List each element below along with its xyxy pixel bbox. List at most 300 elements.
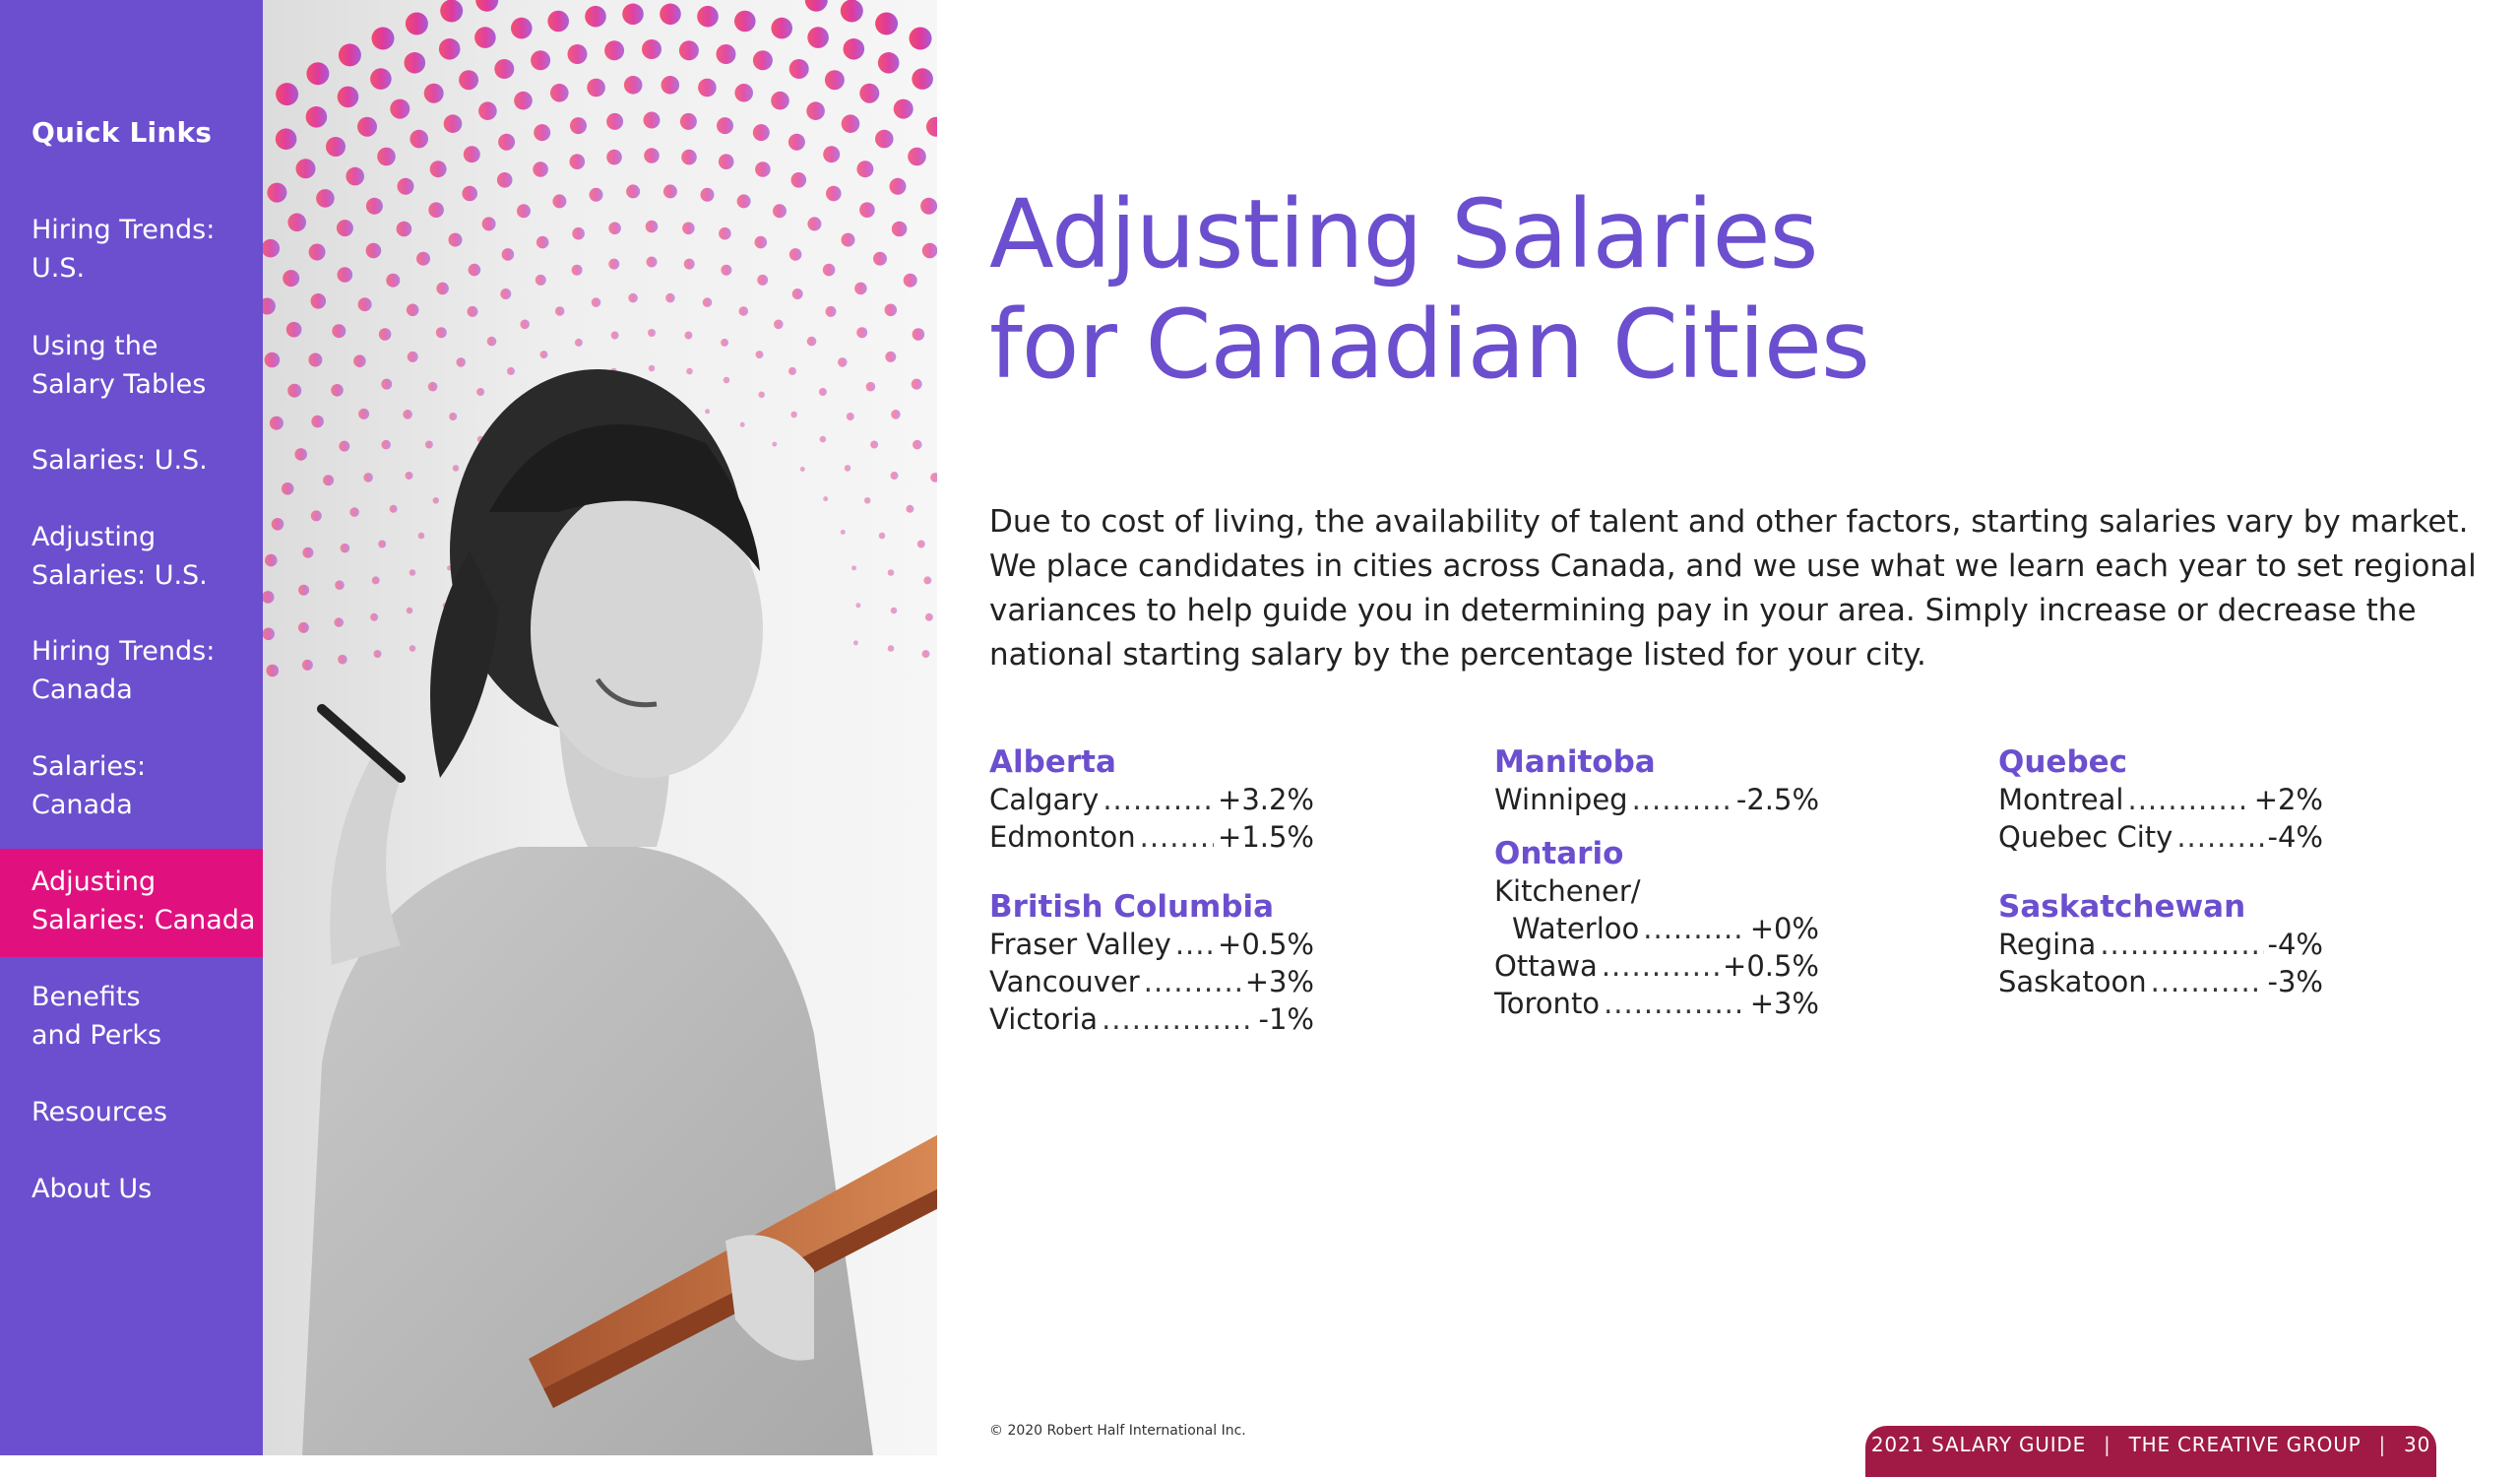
- halftone-dot: [642, 39, 662, 59]
- halftone-dot: [377, 148, 396, 166]
- halftone-dot: [908, 148, 926, 166]
- halftone-dot: [841, 530, 846, 535]
- halftone-dot: [334, 617, 344, 627]
- sidebar-item-label: Hiring Trends:: [32, 215, 216, 245]
- halftone-dot: [550, 84, 569, 102]
- halftone-dot: [514, 92, 533, 110]
- halftone-dot: [823, 264, 836, 277]
- sidebar-item-label: Adjusting: [32, 522, 157, 552]
- copyright-notice: © 2020 Robert Half International Inc.: [989, 1423, 1246, 1439]
- halftone-dot: [468, 306, 478, 317]
- halftone-dot: [263, 239, 280, 258]
- city-variance: -3%: [2267, 965, 2323, 998]
- halftone-dot: [270, 417, 284, 430]
- halftone-dot: [904, 274, 917, 288]
- halftone-dot: [302, 547, 313, 558]
- halftone-dot: [819, 388, 827, 396]
- dot-leader: [2127, 781, 2249, 818]
- halftone-dot: [734, 11, 756, 32]
- halftone-dot: [502, 248, 515, 261]
- city-name: Vancouver: [989, 965, 1140, 998]
- halftone-dot: [332, 324, 346, 338]
- halftone-dot: [842, 114, 860, 133]
- halftone-dot: [753, 124, 770, 141]
- halftone-dot: [611, 332, 619, 340]
- halftone-dot: [476, 388, 484, 396]
- column-alberta-bc: [989, 744, 1314, 1038]
- sidebar-item-label: Canada: [32, 790, 133, 820]
- sidebar-item-label: Salaries:: [32, 751, 147, 782]
- halftone-dot: [358, 409, 369, 419]
- sidebar-item-resources[interactable]: [0, 1093, 263, 1134]
- halftone-dot: [430, 161, 447, 177]
- halftone-dot: [298, 622, 309, 633]
- halftone-dot: [370, 613, 378, 621]
- halftone-dot: [487, 337, 497, 347]
- halftone-dot: [306, 62, 329, 85]
- city-row-calgary: [989, 781, 1314, 818]
- halftone-dot: [606, 113, 623, 130]
- sidebar-item-salaries-us[interactable]: [0, 441, 263, 482]
- halftone-dot: [912, 68, 933, 90]
- city-row-fraser-valley: [989, 926, 1314, 963]
- city-row-waterloo: [1494, 910, 1819, 947]
- halftone-dot: [622, 4, 644, 26]
- halftone-dot: [847, 413, 854, 420]
- sidebar-item-label: Using the: [32, 331, 158, 361]
- sidebar-item-adjusting-salaries-us[interactable]: [0, 518, 263, 599]
- halftone-dot: [456, 357, 466, 367]
- halftone-dot: [358, 297, 372, 311]
- halftone-dot: [428, 202, 444, 218]
- city-variance: +3.2%: [1218, 783, 1314, 816]
- halftone-dot: [335, 580, 345, 590]
- halftone-dot: [302, 660, 313, 671]
- halftone-dot: [339, 43, 361, 66]
- halftone-dot: [308, 353, 322, 367]
- halftone-dot: [464, 146, 480, 162]
- sidebar-item-label: U.S.: [32, 253, 86, 284]
- halftone-dot: [276, 128, 297, 150]
- halftone-dot: [698, 79, 717, 97]
- halftone-dot: [497, 172, 513, 188]
- halftone-dot: [416, 252, 430, 266]
- city-variance: +0.5%: [1218, 928, 1314, 961]
- sidebar-item-using-salary-tables[interactable]: [0, 327, 263, 408]
- halftone-dot: [758, 392, 765, 399]
- halftone-dot: [841, 0, 863, 23]
- halftone-dot: [366, 243, 382, 259]
- halftone-dot: [338, 87, 359, 108]
- halftone-dot: [856, 161, 873, 177]
- city-name: Edmonton: [989, 820, 1136, 854]
- halftone-dot: [875, 13, 898, 35]
- halftone-dot: [381, 440, 391, 450]
- halftone-dot: [590, 188, 603, 202]
- halftone-dot: [390, 505, 398, 513]
- city-variance: -4%: [2267, 928, 2323, 961]
- sidebar-item-label: Canada: [32, 674, 133, 705]
- city-name: Calgary: [989, 783, 1100, 816]
- province-heading-alberta: Alberta: [989, 744, 1116, 780]
- halftone-dot: [890, 178, 907, 195]
- city-variance: -2.5%: [1735, 783, 1819, 816]
- halftone-dot: [665, 293, 675, 303]
- halftone-dot: [717, 44, 736, 64]
- city-name: Quebec City: [1998, 820, 2174, 854]
- halftone-dot: [644, 112, 661, 129]
- sidebar-item-label: Salaries: U.S.: [32, 560, 208, 591]
- halftone-dot: [357, 117, 377, 137]
- dot-leader: [2176, 818, 2263, 856]
- halftone-dot: [753, 50, 773, 70]
- woman-holding-tablet-photo: [263, 0, 937, 1455]
- halftone-dot: [604, 40, 624, 60]
- halftone-dot: [462, 186, 477, 202]
- city-row-ottawa: [1494, 947, 1819, 985]
- city-row-toronto: [1494, 985, 1819, 1022]
- dot-leader: [1144, 963, 1241, 1000]
- city-variance: +0%: [1749, 912, 1819, 945]
- sidebar-item-label: Salary Tables: [32, 369, 207, 400]
- brand-label: THE CREATIVE GROUP: [2128, 1433, 2362, 1456]
- halftone-dot: [572, 227, 585, 240]
- province-heading-ontario: Ontario: [1494, 836, 1624, 871]
- halftone-dot: [428, 382, 438, 392]
- city-variance: +3%: [1244, 965, 1314, 998]
- halftone-dot: [844, 38, 865, 60]
- halftone-dot: [410, 130, 428, 149]
- halftone-dot: [913, 328, 925, 341]
- halftone-dot: [536, 275, 546, 286]
- halftone-dot: [338, 655, 347, 665]
- halftone-dot-pattern: [263, 0, 937, 1455]
- halftone-dot: [263, 628, 275, 641]
- halftone-dot: [478, 101, 497, 120]
- halftone-dot: [873, 252, 887, 266]
- halftone-dot: [263, 298, 276, 315]
- province-heading-saskatchewan: Saskatchewan: [1998, 889, 2246, 925]
- halftone-dot: [800, 467, 805, 472]
- halftone-dot: [684, 259, 695, 270]
- halftone-dot: [294, 448, 307, 461]
- province-heading-british-columbia: British Columbia: [989, 889, 1275, 925]
- halftone-dot: [338, 267, 353, 283]
- sidebar-item-label: Adjusting: [32, 867, 157, 897]
- halftone-dot: [925, 613, 933, 621]
- city-row-quebec-city: [1998, 818, 2323, 856]
- city-name: Waterloo: [1512, 912, 1640, 945]
- halftone-dot: [663, 184, 677, 198]
- halftone-dot: [823, 146, 840, 162]
- halftone-dot: [660, 4, 681, 26]
- dot-leader: [1643, 910, 1745, 947]
- halftone-dot: [287, 384, 301, 398]
- city-row-saskatoon: [1998, 963, 2323, 1000]
- halftone-dot: [309, 244, 326, 261]
- halftone-dot: [440, 0, 463, 23]
- halftone-dot: [331, 384, 344, 397]
- sidebar-item-benefits-and-perks[interactable]: [0, 978, 263, 1059]
- halftone-dot: [406, 472, 413, 480]
- intro-line: national starting salary by the percentage listed for your city.: [989, 637, 1926, 673]
- city-variance: +2%: [2253, 783, 2323, 816]
- dot-leader: [2151, 963, 2264, 1000]
- halftone-dot: [424, 84, 444, 103]
- halftone-dot: [408, 352, 418, 362]
- halftone-dot: [436, 327, 447, 338]
- halftone-dot: [648, 329, 656, 337]
- halftone-dot: [788, 134, 805, 151]
- halftone-dot: [719, 154, 734, 169]
- halftone-dot: [879, 533, 886, 540]
- city-variance: -1%: [1258, 1002, 1314, 1036]
- halftone-dot: [756, 351, 764, 358]
- halftone-dot: [686, 368, 693, 375]
- guide-label: 2021 SALARY GUIDE: [1870, 1433, 2087, 1456]
- halftone-dot: [910, 28, 932, 50]
- halftone-dot: [891, 608, 898, 614]
- halftone-dot: [272, 518, 284, 531]
- halftone-dot: [717, 117, 733, 134]
- halftone-dot: [755, 161, 771, 177]
- halftone-dot: [265, 353, 281, 368]
- halftone-dot: [681, 150, 697, 165]
- halftone-dot: [851, 565, 856, 570]
- halftone-dot: [854, 283, 867, 295]
- halftone-dot: [885, 352, 896, 362]
- halftone-dot: [606, 150, 622, 165]
- halftone-dot: [296, 159, 316, 178]
- halftone-dot: [353, 354, 366, 367]
- halftone-dot: [922, 243, 937, 259]
- halftone-dot: [737, 194, 751, 208]
- halftone-dot: [646, 221, 659, 233]
- city-name: Kitchener/: [1494, 874, 1641, 908]
- halftone-dot: [842, 233, 855, 247]
- column-quebec-saskatchewan: [1998, 744, 2323, 1000]
- city-name: Regina: [1998, 928, 2097, 961]
- halftone-dot: [920, 198, 937, 215]
- halftone-dot: [774, 320, 784, 330]
- halftone-dot: [888, 645, 895, 652]
- halftone-dot: [757, 275, 768, 286]
- halftone-dot: [511, 18, 533, 39]
- halftone-dot: [386, 274, 400, 288]
- halftone-dot: [885, 304, 898, 317]
- halftone-dot: [807, 337, 817, 347]
- city-variance: -4%: [2267, 820, 2323, 854]
- halftone-dot: [570, 154, 586, 169]
- halftone-dot: [894, 99, 914, 119]
- halftone-dot: [892, 222, 908, 237]
- halftone-dot: [585, 6, 606, 28]
- halftone-dot: [536, 236, 549, 249]
- halftone-dot: [306, 106, 328, 128]
- city-row-winnipeg: [1494, 781, 1819, 818]
- halftone-dot: [790, 412, 797, 418]
- halftone-dot: [547, 11, 569, 32]
- halftone-dot: [628, 293, 638, 303]
- sidebar-item-hiring-trends-canada[interactable]: [0, 632, 263, 713]
- halftone-dot: [771, 92, 789, 110]
- city-name: Victoria: [989, 1002, 1099, 1036]
- halftone-dot: [647, 257, 658, 268]
- halftone-dot: [267, 183, 286, 203]
- halftone-dot: [407, 304, 419, 317]
- halftone-dot: [540, 351, 548, 358]
- halftone-dot: [326, 137, 346, 157]
- city-row-victoria: [989, 1000, 1314, 1038]
- halftone-dot: [410, 645, 416, 652]
- separator: |: [2104, 1433, 2111, 1456]
- page-title: [989, 179, 1869, 400]
- dot-leader: [2100, 926, 2263, 963]
- dot-leader: [1604, 985, 1746, 1022]
- halftone-dot: [403, 410, 412, 419]
- halftone-dot: [263, 591, 275, 604]
- dot-leader: [1175, 926, 1214, 963]
- halftone-dot: [721, 265, 731, 276]
- halftone-dot: [644, 148, 660, 163]
- city-name: Saskatoon: [1998, 965, 2147, 998]
- halftone-dot: [864, 497, 871, 504]
- halftone-dot: [807, 217, 821, 230]
- halftone-dot: [772, 442, 777, 447]
- halftone-dot: [923, 576, 931, 584]
- halftone-dot: [740, 422, 745, 427]
- page-number: 30: [2404, 1433, 2431, 1456]
- halftone-dot: [494, 59, 514, 79]
- sidebar-item-hiring-trends-us[interactable]: [0, 211, 263, 291]
- dot-leader: [1602, 947, 1719, 985]
- halftone-dot: [370, 68, 392, 90]
- halftone-dot: [482, 217, 496, 230]
- city-row-kitchener: [1494, 872, 1819, 910]
- halftone-dot: [859, 202, 875, 218]
- halftone-dot: [283, 270, 299, 287]
- intro-paragraph: [989, 500, 2477, 677]
- halftone-dot: [856, 327, 867, 338]
- dot-leader: [1140, 818, 1214, 856]
- halftone-dot: [436, 283, 449, 295]
- halftone-dot: [372, 28, 395, 50]
- halftone-dot: [826, 306, 837, 317]
- halftone-dot: [390, 99, 410, 119]
- halftone-dot: [866, 382, 876, 392]
- city-name: Toronto: [1494, 987, 1601, 1020]
- halftone-dot: [500, 289, 511, 299]
- halftone-dot: [398, 178, 414, 195]
- halftone-dot: [724, 377, 730, 384]
- halftone-dot: [719, 227, 731, 240]
- halftone-dot: [469, 264, 481, 277]
- halftone-dot: [410, 569, 416, 576]
- halftone-dot: [575, 339, 583, 347]
- city-name: Ottawa: [1494, 949, 1598, 983]
- halftone-dot: [418, 533, 425, 540]
- halftone-dot: [703, 297, 713, 307]
- sidebar-item-label: Hiring Trends:: [32, 636, 216, 667]
- halftone-dot: [349, 507, 359, 517]
- halftone-dot: [926, 117, 937, 137]
- halftone-dot: [697, 6, 719, 28]
- halftone-dot: [311, 293, 327, 309]
- halftone-dot: [792, 289, 803, 299]
- separator: |: [2378, 1433, 2387, 1456]
- halftone-dot: [339, 441, 349, 452]
- halftone-dot: [475, 0, 498, 12]
- dot-leader: [1102, 781, 1214, 818]
- sidebar-item-salaries-canada[interactable]: [0, 747, 263, 828]
- halftone-dot: [823, 496, 828, 501]
- halftone-dot: [407, 608, 413, 614]
- halftone-dot: [572, 265, 583, 276]
- province-heading-quebec: Quebec: [1998, 744, 2128, 780]
- halftone-dot: [267, 665, 280, 677]
- city-name: Montreal: [1998, 783, 2124, 816]
- city-row-vancouver: [989, 963, 1314, 1000]
- halftone-dot: [379, 328, 392, 341]
- sidebar-item-label: Benefits: [32, 982, 141, 1012]
- city-row-regina: [1998, 926, 2323, 963]
- page-title-line: Adjusting Salaries: [989, 179, 1818, 289]
- sidebar-item-about-us[interactable]: [0, 1170, 263, 1211]
- halftone-dot: [888, 569, 895, 576]
- halftone-dot: [826, 186, 842, 202]
- halftone-dot: [346, 167, 364, 186]
- halftone-dot: [372, 576, 380, 584]
- halftone-dot: [406, 13, 428, 35]
- intro-line: Due to cost of living, the availability of talent and other factors, starting salaries vary by market.: [989, 504, 2469, 540]
- halftone-dot: [870, 441, 878, 449]
- sidebar-item-label: Salaries: U.S.: [32, 445, 208, 476]
- city-row-montreal: [1998, 781, 2323, 818]
- halftone-dot: [587, 79, 605, 97]
- halftone-dot: [624, 76, 643, 95]
- halftone-dot: [679, 40, 699, 60]
- halftone-dot: [608, 223, 621, 235]
- halftone-dot: [520, 320, 530, 330]
- sidebar-item-label: Salaries: Canada: [32, 905, 256, 935]
- halftone-dot: [820, 436, 827, 443]
- halftone-dot: [680, 113, 697, 130]
- halftone-dot: [789, 248, 802, 261]
- sidebar-item-label: About Us: [32, 1174, 153, 1204]
- dot-leader: [1632, 781, 1732, 818]
- halftone-dot: [891, 472, 899, 480]
- halftone-dot: [265, 554, 278, 567]
- halftone-dot: [875, 130, 894, 149]
- halftone-dot: [381, 379, 392, 390]
- halftone-dot: [608, 259, 619, 270]
- halftone-dot: [498, 134, 515, 151]
- halftone-dot: [930, 473, 937, 482]
- footer-badge: [1865, 1426, 2436, 1477]
- quick-links-sidebar: [0, 0, 263, 1455]
- halftone-dot: [789, 59, 809, 79]
- city-name: Fraser Valley: [989, 928, 1171, 961]
- halftone-dot: [323, 475, 334, 485]
- halftone-dot: [721, 339, 728, 347]
- halftone-dot: [734, 84, 753, 102]
- city-variance: +1.5%: [1218, 820, 1314, 854]
- quick-links-title: Quick Links: [32, 116, 213, 149]
- sidebar-item-adjusting-salaries-canada[interactable]: [0, 849, 263, 957]
- halftone-dot: [439, 38, 461, 60]
- halftone-dot: [282, 482, 294, 495]
- halftone-dot: [701, 188, 715, 202]
